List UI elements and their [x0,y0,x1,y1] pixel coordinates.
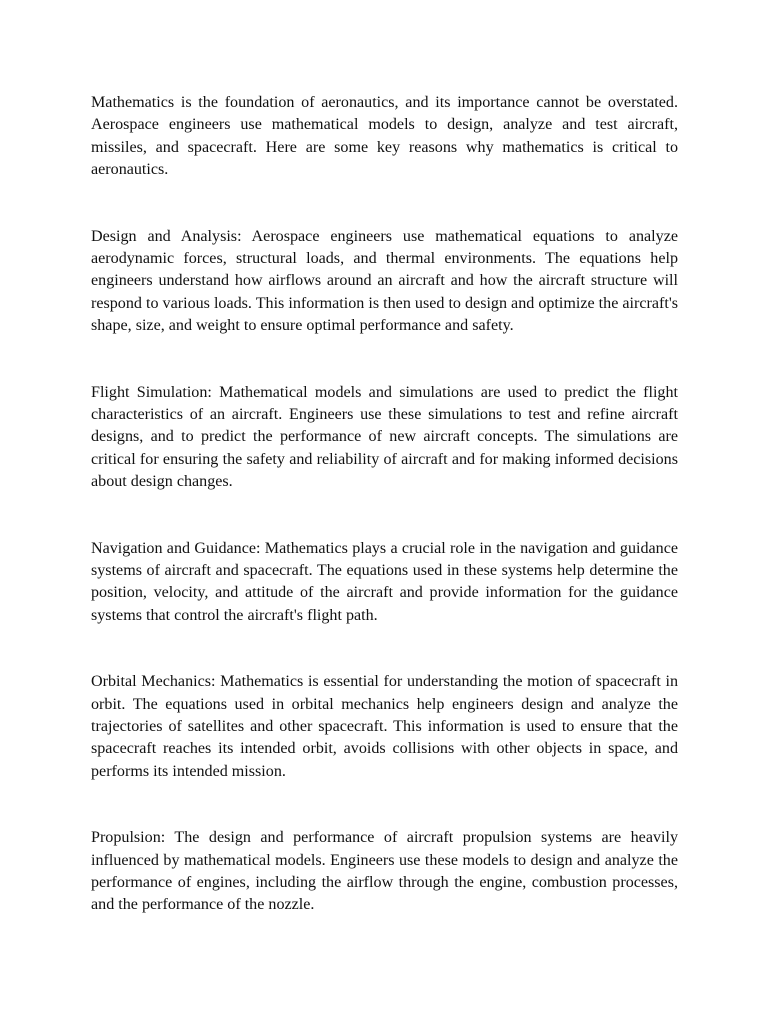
paragraph-flight-simulation: Flight Simulation: Mathematical models and simulations are used to predict the flight characteristics of an aircraft. Engineers use these simulations to test and refine aircraft designs, and to predict the performance of new aircraft concepts. The simulations are critical for ensuring the safety and reliability of aircraft and for making informed decisions about design changes. [91,383,678,490]
paragraph-propulsion: Propulsion: The design and performance of aircraft propulsion systems are heavily influenced by mathematical models. Engineers use these models to design and analyze the performance of engines, including the airflow through the engine, combustion processes, and the performance of the nozzle. [91,829,678,914]
paragraph-intro: Mathematics is the foundation of aeronautics, and its importance cannot be overstated. Aerospace engineers use mathematical models to design, analyze and test aircraft, missiles, and spacecraft. Here are some key reasons why mathematics is critical to aeronautics. [91,94,678,178]
paragraph-navigation-and-guidance: Navigation and Guidance: Mathematics plays a crucial role in the navigation and guidance systems of aircraft and spacecraft. The equations used in these systems help determine the position, velocity, and attitude of the aircraft and provide information for the guidance systems that control the aircraft's flight path. [91,539,678,624]
paragraph-design-and-analysis: Design and Analysis: Aerospace engineers use mathematical equations to analyze aerodynamic forces, structural loads, and thermal environments. The equations help engineers understand how airflows around an aircraft and how the aircraft structure will respond to various loads. This information is then used to design and optimize the aircraft's shape, size, and weight to ensure optimal performance and safety. [91,227,678,334]
paragraph-orbital-mechanics: Orbital Mechanics: Mathematics is essential for understanding the motion of spacecraft in orbit. The equations used in orbital mechanics help engineers design and analyze the trajectories of satellites and other spacecraft. This information is used to ensure that the spacecraft reaches its intended orbit, avoids collisions with other objects in space, and performs its intended mission. [91,673,678,780]
document-body [91,92,678,961]
